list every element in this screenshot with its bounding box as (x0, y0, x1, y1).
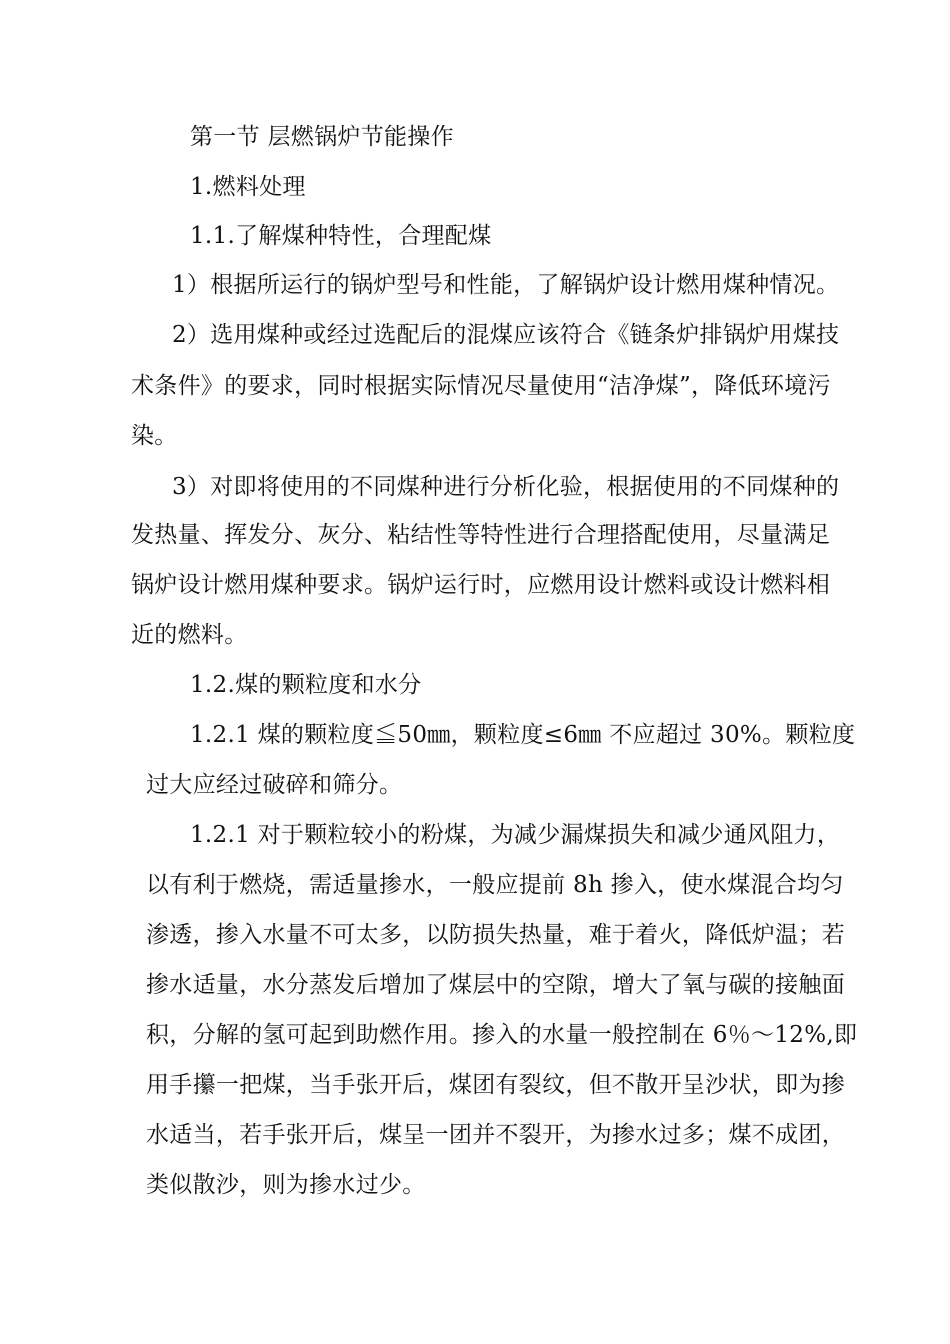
item-3-line-1: 3）对即将使用的不同煤种进行分析化验，根据使用的不同煤种的 (172, 474, 840, 500)
para-1-2-1b-line-3: 渗透，掺入水量不可太多，以防损失热量，难于着火，降低炉温；若 (146, 922, 845, 948)
para-1-2-1b-line-5: 积，分解的氢可起到助燃作用。掺入的水量一般控制在 6％～12%,即 (146, 1022, 858, 1048)
para-1-2-1b-line-2: 以有利于燃烧，需适量掺水，一般应提前 8h 掺入，使水煤混合均匀 (146, 872, 844, 898)
item-1-text: 1）根据所运行的锅炉型号和性能，了解锅炉设计燃用煤种情况。 (172, 272, 840, 298)
section-1-2-title: 1.2.煤的颗粒度和水分 (190, 672, 422, 698)
item-3-line-2: 发热量、挥发分、灰分、粘结性等特性进行合理搭配使用，尽量满足 (131, 522, 830, 548)
item-3-line-4: 近的燃料。 (131, 622, 248, 648)
section-1-title: 1.燃料处理 (190, 174, 306, 200)
item-2-line-1: 2）选用煤种或经过选配后的混煤应该符合《链条炉排锅炉用煤技 (172, 322, 840, 348)
item-2-line-2: 术条件》的要求，同时根据实际情况尽量使用“洁净煤”，降低环境污 (131, 373, 831, 399)
section-1-1-title: 1.1.了解煤种特性，合理配煤 (190, 223, 492, 249)
para-1-2-1b-line-7: 水适当，若手张开后，煤呈一团并不裂开，为掺水过多；煤不成团， (146, 1122, 845, 1148)
para-1-2-1b-line-1: 1.2.1 对于颗粒较小的粉煤，为减少漏煤损失和减少通风阻力， (190, 822, 841, 848)
item-3-line-3: 锅炉设计燃用煤种要求。锅炉运行时，应燃用设计燃料或设计燃料相 (131, 572, 830, 598)
para-1-2-1a-line-1: 1.2.1 煤的颗粒度≦50㎜，颗粒度≤6㎜ 不应超过 30%。颗粒度 (190, 722, 856, 748)
para-1-2-1a-line-2: 过大应经过破碎和筛分。 (146, 772, 403, 798)
section-heading: 第一节 层燃锅炉节能操作 (190, 124, 454, 150)
para-1-2-1b-line-4: 掺水适量，水分蒸发后增加了煤层中的空隙，增大了氧与碳的接触面 (146, 972, 845, 998)
item-2-line-3: 染。 (131, 423, 178, 449)
para-1-2-1b-line-6: 用手攥一把煤，当手张开后，煤团有裂纹，但不散开呈沙状，即为掺 (146, 1072, 845, 1098)
para-1-2-1b-line-8: 类似散沙，则为掺水过少。 (146, 1172, 426, 1198)
